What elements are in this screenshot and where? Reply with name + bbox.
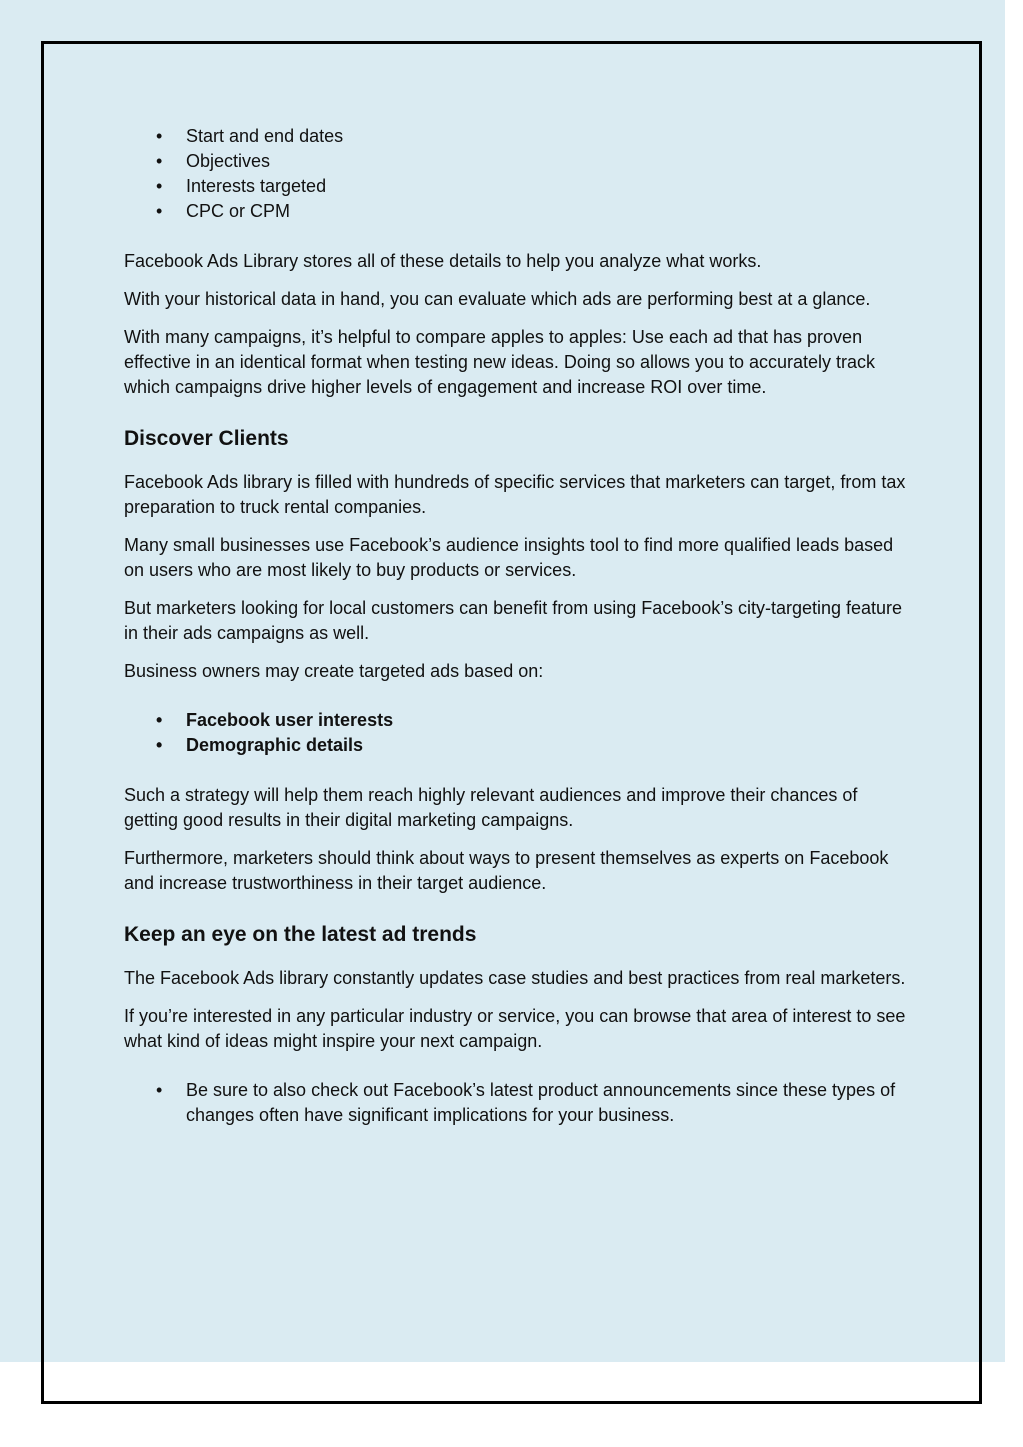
list-item: • Be sure to also check out Facebook’s latest product announcements since these types of changes often have significant implications for your business. [186,1078,914,1128]
list-item: • Objectives [186,149,914,174]
paragraph: With many campaigns, it’s helpful to compare apples to apples: Use each ad that has proven effective in an identical format when testing new ideas. Doing so allows you to accurately track which campaigns drive higher levels of engagement and increase ROI over time. [124,327,876,397]
paragraph: Such a strategy will help them reach highly relevant audiences and improve their chances of getting good results in their digital marketing campaigns. [124,785,858,830]
section-heading-discover-clients: Discover Clients [124,427,289,450]
list-item: • CPC or CPM [186,199,914,224]
paragraph: If you’re interested in any particular industry or service, you can browse that area of interest to see what kind of ideas might inspire your next campaign. [124,1006,906,1051]
section-heading-ad-trends: Keep an eye on the latest ad trends [124,923,477,946]
paragraph: Facebook Ads library is filled with hundreds of specific services that marketers can target, from tax preparation to truck rental companies. [124,472,906,517]
paragraph: Facebook Ads Library stores all of these details to help you analyze what works. [124,251,762,271]
campaign-details-list [124,124,914,224]
tip-list [124,1078,914,1128]
list-item: • Start and end dates [186,124,914,149]
paragraph: But marketers looking for local customers can benefit from using Facebook’s city-targeting feature in their ads campaigns as well. [124,598,903,643]
paragraph: The Facebook Ads library constantly updates case studies and best practices from real marketers. [124,968,906,988]
paragraph: Many small businesses use Facebook’s audience insights tool to find more qualified leads based on users who are most likely to buy products or services. [124,535,894,580]
list-item: • Facebook user interests [186,708,914,733]
paragraph: With your historical data in hand, you can evaluate which ads are performing best at a glance. [124,289,871,309]
list-item: • Interests targeted [186,174,914,199]
paragraph: Furthermore, marketers should think about ways to present themselves as experts on Facebook and increase trustworthiness in their target audience. [124,848,889,893]
paragraph: Business owners may create targeted ads based on: [124,661,544,681]
targeting-options-list [124,708,914,758]
document-body [124,124,914,1128]
list-item: • Demographic details [186,733,914,758]
